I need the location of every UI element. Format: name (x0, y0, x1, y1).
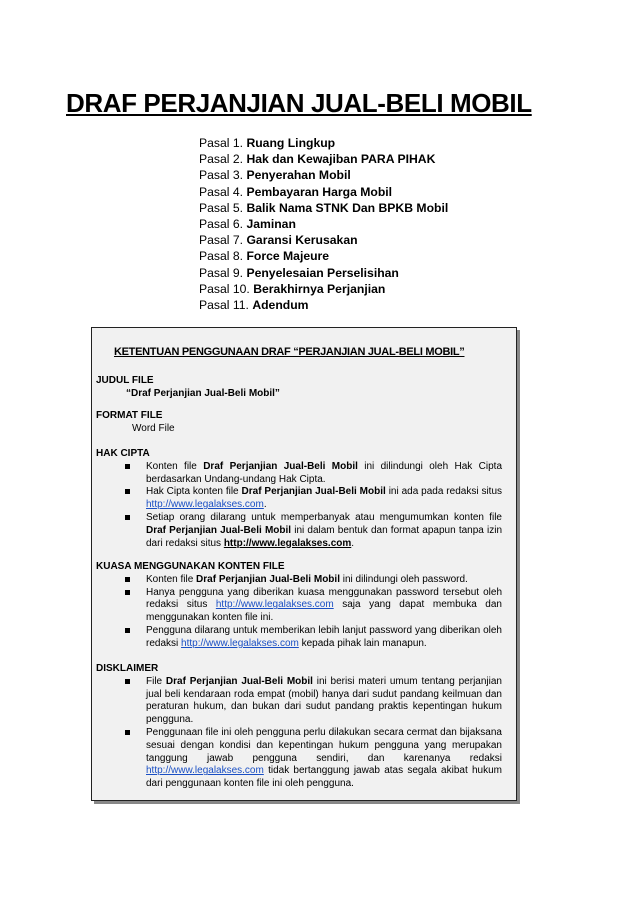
section-kuasa (96, 561, 506, 651)
table-of-contents (199, 135, 448, 313)
text: ini dilindungi oleh password. (339, 573, 468, 585)
toc-title: Garansi Kerusakan (246, 233, 358, 248)
section-disklaimer (96, 663, 506, 791)
toc-item (199, 135, 448, 151)
terms-of-use-box (91, 327, 517, 801)
toc-item (199, 151, 448, 167)
text: ini ada pada redaksi situs (385, 486, 503, 498)
toc-title: Jaminan (246, 217, 296, 232)
section-judul-file (96, 375, 506, 401)
text-bold: Draf Perjanjian Jual-Beli Mobil (241, 486, 386, 498)
toc-item (199, 184, 448, 200)
toc-number: Pasal 10. (199, 281, 250, 296)
toc-item (199, 216, 448, 232)
list-item (96, 486, 506, 512)
toc-title: Ruang Lingkup (246, 136, 336, 150)
list-item (96, 727, 506, 791)
bullet-icon (125, 679, 130, 684)
text: ini berisi materi umum tentang perjanjian jual beli kendaraan roda empat (mobil) hanya dari sudut pandang keilmuan dan peraturan hukum, dan bukan dari sudut pandang praktis kepentingan hukum pengguna. (146, 675, 502, 726)
toc-item (199, 248, 448, 264)
disclaimer-list (96, 676, 506, 791)
website-link[interactable]: http://www.legalakses.com (146, 765, 264, 777)
toc-title: Berakhirnya Perjanjian (253, 281, 386, 296)
toc-number: Pasal 8. (199, 249, 244, 264)
list-item (96, 461, 506, 487)
terms-title: KETENTUAN PENGGUNAAN DRAF “PERJANJIAN JUAL-BELI MOBIL” (114, 346, 465, 358)
toc-item (199, 167, 448, 183)
text: Hak Cipta konten file (146, 486, 242, 498)
toc-title: Penyelesaian Perselisihan (246, 265, 399, 280)
section-format-file (96, 410, 506, 436)
file-title-value: “Draf Perjanjian Jual-Beli Mobil” (126, 387, 280, 399)
bullet-icon (125, 464, 130, 469)
kuasa-list (96, 574, 506, 651)
text-bold: Draf Perjanjian Jual-Beli Mobil (203, 460, 358, 472)
toc-number: Pasal 4. (199, 184, 244, 199)
hak-cipta-list (96, 461, 506, 551)
text: . (263, 499, 267, 511)
file-format-value: Word File (132, 422, 175, 434)
website-link[interactable]: http://www.legalakses.com (146, 499, 264, 511)
bullet-icon (125, 590, 130, 595)
toc-title: Pembayaran Harga Mobil (246, 184, 393, 199)
website-link[interactable]: http://www.legalakses.com (223, 537, 352, 549)
toc-item (199, 200, 448, 216)
toc-number: Pasal 3. (199, 168, 244, 183)
text-bold: Draf Perjanjian Jual-Beli Mobil (146, 524, 292, 536)
section-heading: JUDUL FILE (96, 375, 154, 386)
website-link[interactable]: http://www.legalakses.com (181, 637, 299, 649)
text: Konten file (146, 460, 204, 472)
toc-number: Pasal 9. (199, 265, 244, 280)
section-heading: KUASA MENGGUNAKAN KONTEN FILE (96, 561, 285, 572)
text: Konten file (146, 573, 197, 585)
text: ini dilindungi oleh Hak Cipta berdasarkan Undang-undang Hak Cipta. (146, 460, 502, 485)
section-hak-cipta (96, 448, 506, 550)
toc-number: Pasal 5. (199, 200, 244, 215)
toc-title: Hak dan Kewajiban PARA PIHAK (246, 152, 436, 167)
toc-number: Pasal 6. (199, 217, 244, 232)
toc-number: Pasal 2. (199, 152, 244, 167)
text: kepada pihak lain manapun. (298, 637, 427, 649)
text: tidak bertanggung jawab atas segala akibat hukum dari penggunaan konten file ini oleh pengguna. (146, 765, 502, 790)
toc-item (199, 232, 448, 248)
toc-title: Force Majeure (246, 249, 330, 264)
bullet-icon (125, 628, 130, 633)
text: ini dalam bentuk dan format apapun tanpa izin dari redaksi situs (146, 524, 503, 549)
toc-title: Adendum (252, 298, 309, 313)
text: Hanya pengguna yang diberikan kuasa menggunakan password tersebut oleh redaksi situs (146, 586, 502, 611)
toc-title: Balik Nama STNK Dan BPKB Mobil (246, 200, 449, 215)
text: saja yang dapat membuka dan menggunakan konten file ini. (146, 599, 502, 624)
toc-number: Pasal 1. (199, 136, 244, 150)
document-title: DRAF PERJANJIAN JUAL-BELI MOBIL (66, 88, 532, 118)
section-heading: DISKLAIMER (96, 663, 159, 674)
text: Pengguna dilarang untuk memberikan lebih lanjut password yang diberikan oleh redaksi (146, 624, 502, 649)
toc-item (199, 281, 448, 297)
website-link[interactable]: http://www.legalakses.com (215, 599, 334, 611)
text-bold: Draf Perjanjian Jual-Beli Mobil (165, 675, 313, 687)
toc-number: Pasal 11. (199, 298, 249, 313)
list-item (96, 625, 506, 651)
text-bold: Draf Perjanjian Jual-Beli Mobil (196, 573, 340, 585)
list-item (96, 587, 506, 625)
toc-item (199, 265, 448, 281)
text: File (146, 675, 166, 687)
bullet-icon (125, 730, 130, 735)
bullet-icon (125, 515, 130, 520)
text: Penggunaan file ini oleh pengguna perlu dilakukan secara cermat dan bijaksana sesuai dengan kondisi dan kepentingan hukum pengguna yang merupakan tanggung jawab pengguna sendiri, dan karenanya redaksi (146, 726, 502, 764)
bullet-icon (125, 577, 130, 582)
text: . (351, 537, 355, 549)
list-item (96, 574, 506, 587)
text: Setiap orang dilarang untuk memperbanyak atau mengumumkan konten file (146, 511, 502, 523)
toc-title: Penyerahan Mobil (246, 168, 351, 183)
bullet-icon (125, 489, 130, 494)
list-item (96, 512, 506, 550)
section-heading: FORMAT FILE (96, 410, 163, 421)
section-heading: HAK CIPTA (96, 448, 150, 459)
toc-item (199, 297, 448, 313)
list-item (96, 676, 506, 727)
toc-number: Pasal 7. (199, 233, 244, 248)
